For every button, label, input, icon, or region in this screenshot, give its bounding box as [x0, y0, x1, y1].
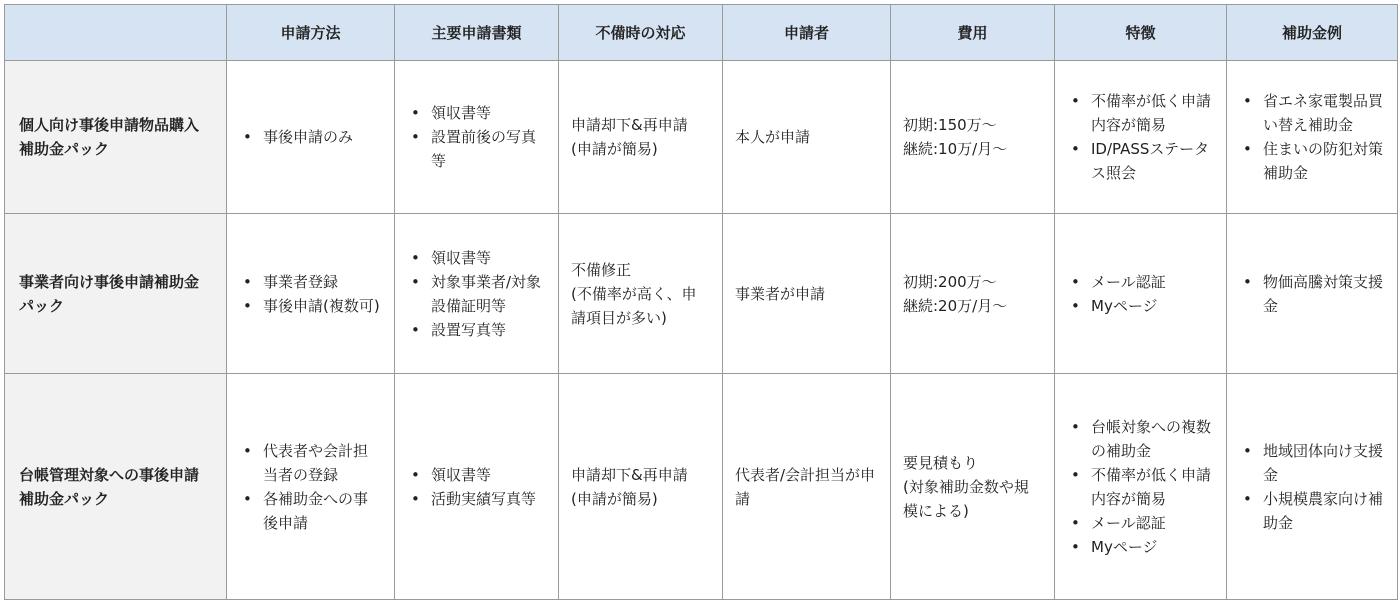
- documents-list: [407, 101, 546, 173]
- table-row: [5, 214, 1398, 374]
- documents-list: [407, 463, 546, 511]
- list-item: • 事業者登録: [239, 270, 382, 294]
- list-item: • 設置写真等: [407, 318, 546, 342]
- list-item: • メール認証: [1067, 511, 1214, 535]
- list-item: • 領収書等: [407, 246, 546, 270]
- list-item: • 住まいの防犯対策補助金: [1239, 137, 1385, 185]
- row-plan-name: 事業者向け事後申請補助金パック: [5, 214, 227, 374]
- features-list: [1067, 270, 1214, 318]
- documents-cell: [395, 61, 559, 214]
- documents-cell: [395, 374, 559, 600]
- header-corner-cell: [5, 5, 227, 61]
- list-item: • メール認証: [1067, 270, 1214, 294]
- examples-cell: [1227, 61, 1398, 214]
- list-item: • 台帳対象への複数の補助金: [1067, 415, 1214, 463]
- list-item: • 不備率が低く申請内容が簡易: [1067, 463, 1214, 511]
- method-cell: [227, 214, 395, 374]
- method-cell: [227, 374, 395, 600]
- documents-list: [407, 246, 546, 342]
- list-item: • 物価高騰対策支援金: [1239, 270, 1385, 318]
- method-list: [239, 439, 382, 535]
- list-item: • 代表者や会計担当者の登録: [239, 439, 382, 487]
- comparison-table-container: [4, 4, 1398, 600]
- table-row: [5, 374, 1398, 600]
- applicant-cell: 事業者が申請: [723, 214, 891, 374]
- examples-list: [1239, 89, 1385, 185]
- deficiency-cell: 申請却下&再申請 (申請が簡易): [559, 61, 723, 214]
- cost-cell: 初期:150万〜 継続:10万/月〜: [891, 61, 1055, 214]
- deficiency-cell: 不備修正 (不備率が高く、申請項目が多い): [559, 214, 723, 374]
- list-item: • ID/PASSステータス照会: [1067, 137, 1214, 185]
- features-cell: [1055, 214, 1227, 374]
- header-method: 申請方法: [227, 5, 395, 61]
- list-item: • 各補助金への事後申請: [239, 487, 382, 535]
- cost-cell: 初期:200万〜 継続:20万/月〜: [891, 214, 1055, 374]
- features-list: [1067, 415, 1214, 559]
- cost-cell: 要見積もり (対象補助金数や規模による): [891, 374, 1055, 600]
- list-item: • Myページ: [1067, 294, 1214, 318]
- header-row: [5, 5, 1398, 61]
- features-list: [1067, 89, 1214, 185]
- list-item: • 領収書等: [407, 101, 546, 125]
- header-documents: 主要申請書類: [395, 5, 559, 61]
- examples-list: [1239, 270, 1385, 318]
- comparison-table: [4, 4, 1398, 600]
- method-list: [239, 270, 382, 318]
- header-features: 特徴: [1055, 5, 1227, 61]
- list-item: • 地域団体向け支援金: [1239, 439, 1385, 487]
- header-applicant: 申請者: [723, 5, 891, 61]
- deficiency-cell: 申請却下&再申請 (申請が簡易): [559, 374, 723, 600]
- examples-cell: [1227, 374, 1398, 600]
- applicant-cell: 本人が申請: [723, 61, 891, 214]
- list-item: • 活動実績写真等: [407, 487, 546, 511]
- features-cell: [1055, 61, 1227, 214]
- list-item: • 不備率が低く申請内容が簡易: [1067, 89, 1214, 137]
- list-item: • 事後申請のみ: [239, 125, 382, 149]
- header-examples: 補助金例: [1227, 5, 1398, 61]
- applicant-cell: 代表者/会計担当が申請: [723, 374, 891, 600]
- method-list: [239, 125, 382, 149]
- features-cell: [1055, 374, 1227, 600]
- list-item: • 事後申請(複数可): [239, 294, 382, 318]
- list-item: • 設置前後の写真等: [407, 125, 546, 173]
- header-deficiency: 不備時の対応: [559, 5, 723, 61]
- list-item: • 小規模農家向け補助金: [1239, 487, 1385, 535]
- row-plan-name: 台帳管理対象への事後申請補助金パック: [5, 374, 227, 600]
- list-item: • 対象事業者/対象設備証明等: [407, 270, 546, 318]
- list-item: • 領収書等: [407, 463, 546, 487]
- header-cost: 費用: [891, 5, 1055, 61]
- list-item: • Myページ: [1067, 535, 1214, 559]
- documents-cell: [395, 214, 559, 374]
- examples-cell: [1227, 214, 1398, 374]
- examples-list: [1239, 439, 1385, 535]
- row-plan-name: 個人向け事後申請物品購入補助金パック: [5, 61, 227, 214]
- method-cell: [227, 61, 395, 214]
- table-row: [5, 61, 1398, 214]
- list-item: • 省エネ家電製品買い替え補助金: [1239, 89, 1385, 137]
